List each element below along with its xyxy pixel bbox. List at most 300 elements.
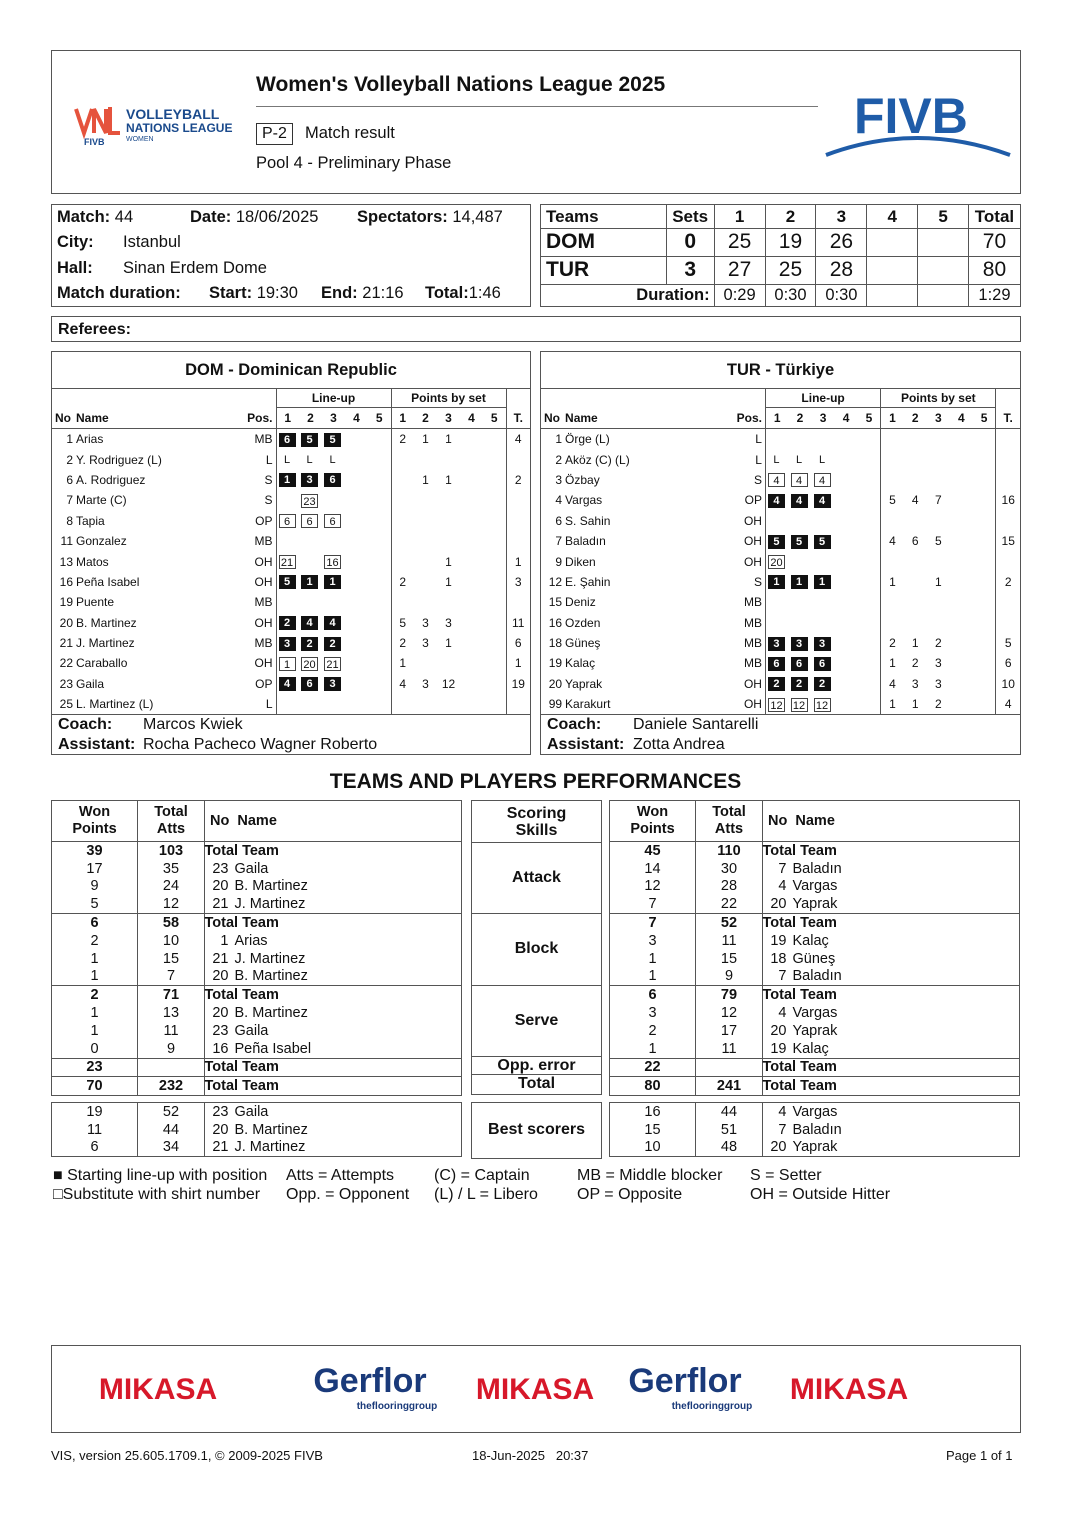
set-points <box>904 572 927 592</box>
score-table <box>540 204 1021 307</box>
performance-row: 3 12 4 Vargas <box>610 1004 1020 1022</box>
performance-row: 6 58 Total Team <box>52 914 462 932</box>
performance-row: 80 241 Total Team <box>610 1077 1020 1096</box>
lineup-cell: 5 <box>791 535 808 549</box>
set-points <box>437 694 460 714</box>
lineup-header: Line-up <box>765 388 880 408</box>
set-points <box>950 490 973 510</box>
player-row <box>541 511 1020 531</box>
duration-row: Duration: 0:29 0:30 0:30 1:29 <box>541 284 1021 306</box>
performance-row: 1 11 23 Gaila <box>52 1022 462 1040</box>
player-name: Gonzalez <box>76 534 127 549</box>
player-row <box>541 653 1020 673</box>
lineup-cell <box>814 555 831 569</box>
lineup-cell <box>324 596 341 610</box>
set-points <box>437 531 460 551</box>
player-position: OP <box>255 513 273 528</box>
set-points <box>881 429 904 450</box>
player-name: Güneş <box>565 636 601 651</box>
player-row <box>541 633 1020 653</box>
player-total <box>996 449 1020 469</box>
set-points <box>414 490 437 510</box>
lineup-cell: 4 <box>791 494 808 508</box>
lineup-cell: 6 <box>814 657 831 671</box>
lineup-cell: L <box>306 454 313 466</box>
player-row <box>541 694 1020 714</box>
set-points: 2 <box>881 633 904 653</box>
score-row-dom: DOM 0 25 19 26 70 <box>541 229 1021 257</box>
set-points <box>904 429 927 450</box>
player-name: Caraballo <box>76 656 128 671</box>
player-name: Yaprak <box>565 676 603 691</box>
player-total <box>506 531 530 551</box>
match-date: 18/06/2025 <box>235 208 319 226</box>
fivb-logo <box>822 81 1012 161</box>
lineup-cell <box>791 433 808 447</box>
set-points <box>414 653 437 673</box>
player-number: 18 <box>548 636 563 651</box>
lineup-cell: 12 <box>768 698 785 712</box>
lineup-cell <box>768 433 785 447</box>
skill-block: Block <box>514 940 559 957</box>
player-name: Tapia <box>76 513 105 528</box>
set-points <box>391 694 414 714</box>
set-points <box>483 694 506 714</box>
set-points <box>881 592 904 612</box>
legend-substitute: □Substitute with shirt number <box>53 1186 261 1203</box>
footer-date: 18-Jun-2025 20:37 <box>472 1448 589 1463</box>
player-total: 4 <box>506 429 530 450</box>
svg-text:VOLLEYBALL: VOLLEYBALL <box>126 106 220 122</box>
lineup-cell: 6 <box>791 657 808 671</box>
set-points <box>973 653 996 673</box>
lineup-cell <box>791 596 808 610</box>
set-points <box>460 490 483 510</box>
player-name: Diken <box>565 554 596 569</box>
player-position: S <box>264 493 273 508</box>
assistant-label: Assistant: <box>547 736 625 753</box>
performance-row: 12 28 4 Vargas <box>610 878 1020 896</box>
player-row <box>52 674 530 694</box>
player-name: L. Martinez (L) <box>76 697 154 712</box>
player-number: 19 <box>548 656 563 671</box>
player-number: 99 <box>548 697 563 712</box>
lineup-cell: 12 <box>814 698 831 712</box>
total-time: 1:46 <box>468 284 501 302</box>
player-position: L <box>755 432 762 447</box>
set-points <box>927 470 950 490</box>
player-position: L <box>265 452 273 467</box>
end-label: End: <box>321 284 358 302</box>
player-row <box>541 572 1020 592</box>
set-points <box>460 449 483 469</box>
lineup-cell: 1 <box>301 575 318 589</box>
set-points <box>927 592 950 612</box>
player-number: 6 <box>66 472 73 487</box>
lineup-cell <box>370 616 387 630</box>
player-position: MB <box>254 534 273 549</box>
lineup-cell: 2 <box>768 677 785 691</box>
gerflor-logo-2: Gerflor <box>628 1362 742 1400</box>
set-points: 4 <box>881 674 904 694</box>
best-scorer-row: 16 44 4 Vargas <box>610 1103 1020 1121</box>
legend-mb: MB = Middle blocker <box>577 1167 723 1184</box>
set-points <box>414 572 437 592</box>
city-label: City: <box>57 233 94 251</box>
set-points <box>414 449 437 469</box>
player-name: Baladın <box>565 534 606 549</box>
set-points <box>927 613 950 633</box>
lineup-cell <box>279 535 296 549</box>
set-points <box>927 429 950 450</box>
player-number: 25 <box>59 697 73 712</box>
player-row <box>52 633 530 653</box>
set-points <box>414 592 437 612</box>
lineup-cell <box>860 575 877 589</box>
set-points <box>437 449 460 469</box>
lineup-cell: 21 <box>279 555 296 569</box>
lineup-cell <box>814 596 831 610</box>
player-position: MB <box>743 615 762 630</box>
player-total: 11 <box>506 613 530 633</box>
best-scorers-table <box>609 1102 1020 1157</box>
lineup-cell: 1 <box>768 575 785 589</box>
assistant-name: Rocha Pacheco Wagner Roberto <box>143 736 378 753</box>
player-total <box>996 613 1020 633</box>
lineup-cell <box>347 433 364 447</box>
lineup-cell <box>370 698 387 712</box>
sponsor-banner <box>51 1345 1021 1433</box>
duration-label: Match duration: <box>57 284 181 302</box>
lineup-cell <box>791 555 808 569</box>
player-number: 7 <box>66 493 73 508</box>
referees: Referees: <box>51 316 1021 342</box>
set-points <box>460 633 483 653</box>
player-total: 6 <box>996 653 1020 673</box>
lineup-cell: 5 <box>814 535 831 549</box>
player-total <box>996 551 1020 571</box>
player-number: 3 <box>555 472 563 487</box>
lineup-cell <box>837 535 854 549</box>
legend-s: S = Setter <box>750 1167 822 1184</box>
player-position: OH <box>743 534 762 549</box>
set-points <box>391 511 414 531</box>
set-points: 5 <box>391 613 414 633</box>
performance-row: 0 9 16 Peña Isabel <box>52 1040 462 1058</box>
lineup-cell <box>837 473 854 487</box>
set-points: 7 <box>934 493 942 508</box>
lineup-cell <box>768 616 785 630</box>
lineup-cell <box>860 616 877 630</box>
lineup-cell <box>301 535 318 549</box>
lineup-cell <box>860 453 877 467</box>
set-points <box>973 572 996 592</box>
skills-column <box>471 800 602 1095</box>
mikasa-logo-1: MIKASA <box>98 1373 218 1406</box>
lineup-cell: L <box>773 454 780 466</box>
assistant-label: Assistant: <box>58 736 136 753</box>
player-name: Ozden <box>565 615 601 630</box>
set-points <box>460 429 483 450</box>
lineup-cell <box>347 596 364 610</box>
set-points <box>483 613 506 633</box>
skill-serve: Serve <box>514 1012 559 1029</box>
set-points: 5 <box>881 490 904 510</box>
set-points <box>437 653 460 673</box>
lineup-cell <box>860 473 877 487</box>
set-points <box>904 592 927 612</box>
player-name: E. Şahin <box>565 574 611 589</box>
lineup-cell <box>347 698 364 712</box>
lineup-cell: 3 <box>768 637 785 651</box>
lineup-cell <box>837 514 854 528</box>
set-points: 1 <box>445 636 452 651</box>
player-name: J. Martinez <box>76 636 135 651</box>
player-row <box>52 613 530 633</box>
player-name: Vargas <box>565 493 603 508</box>
player-position: OH <box>743 676 762 691</box>
set-points <box>437 511 460 531</box>
player-position: MB <box>254 636 273 651</box>
player-position: OP <box>744 493 762 508</box>
lineup-cell <box>347 616 364 630</box>
lineup-cell <box>370 453 387 467</box>
set-points: 3 <box>934 656 942 671</box>
player-row <box>52 429 530 450</box>
lineup-cell <box>860 494 877 508</box>
lineup-cell: 6 <box>279 433 296 447</box>
set-points: 1 <box>911 697 919 712</box>
player-number: 4 <box>555 493 563 508</box>
set-points: 12 <box>441 676 456 691</box>
sponsor-logos <box>52 1346 1020 1432</box>
player-position: MB <box>254 432 273 447</box>
footer-version: VIS, version 25.605.1709.1, © 2009-2025 FIVB <box>51 1448 323 1463</box>
lineup-cell <box>347 514 364 528</box>
legend-op: OP = Opposite <box>577 1186 683 1203</box>
lineup-cell <box>301 698 318 712</box>
player-name: B. Martinez <box>76 615 137 630</box>
match-label: Match: <box>57 208 111 226</box>
player-number: 20 <box>59 615 73 630</box>
lineup-cell <box>370 555 387 569</box>
lineup-cell <box>370 575 387 589</box>
lineup-cell <box>347 555 364 569</box>
lineup-cell <box>370 514 387 528</box>
skill-total: Total <box>517 1075 556 1092</box>
player-number: 22 <box>59 656 73 671</box>
lineup-cell: 2 <box>301 637 318 651</box>
points-header: Points by set <box>881 388 996 408</box>
set-points <box>973 694 996 714</box>
set-points <box>460 572 483 592</box>
set-points <box>483 653 506 673</box>
legend-starting: ■ Starting line-up with position <box>53 1167 268 1184</box>
lineup-cell <box>860 555 877 569</box>
set-points: 2 <box>391 633 414 653</box>
lineup-cell <box>347 657 364 671</box>
player-name: Y. Rodriguez (L) <box>76 452 162 467</box>
lineup-cell <box>347 677 364 691</box>
set-points: 4 <box>391 674 414 694</box>
lineup-cell <box>837 616 854 630</box>
set-points <box>950 592 973 612</box>
player-number: 15 <box>548 595 563 610</box>
set-points: 3 <box>422 676 429 691</box>
player-row <box>52 592 530 612</box>
performance-row: 5 12 21 J. Martinez <box>52 895 462 913</box>
lineup-cell <box>370 433 387 447</box>
lineup-cell <box>837 637 854 651</box>
lineup-cell <box>324 535 341 549</box>
performance-row: 3 11 19 Kalaç <box>610 932 1020 950</box>
player-name: Matos <box>76 554 109 569</box>
performance-row: 1 7 20 B. Martinez <box>52 968 462 986</box>
lineup-cell <box>279 494 296 508</box>
set-points <box>904 511 927 531</box>
player-name: Puente <box>76 595 115 610</box>
player-name: Kalaç <box>565 656 596 671</box>
lineup-cell <box>860 514 877 528</box>
lineup-cell <box>279 596 296 610</box>
lineup-cell: 5 <box>324 433 341 447</box>
set-points <box>460 551 483 571</box>
set-points <box>950 694 973 714</box>
player-position: OH <box>254 574 273 589</box>
lineup-cell <box>347 535 364 549</box>
player-total: 2 <box>996 572 1020 592</box>
set-points <box>391 592 414 612</box>
player-row <box>541 429 1020 450</box>
coach-label: Coach: <box>58 716 113 733</box>
set-points <box>950 653 973 673</box>
performance-row: 1 15 18 Güneş <box>610 950 1020 968</box>
set-points: 4 <box>911 493 919 508</box>
coach-name: Daniele Santarelli <box>633 716 759 733</box>
set-points: 1 <box>881 653 904 673</box>
vnl-logo <box>74 103 244 147</box>
set-points <box>950 551 973 571</box>
lineup-cell: 3 <box>301 473 318 487</box>
skills-header: Scoring Skills <box>506 805 567 839</box>
player-number: 8 <box>66 513 73 528</box>
lineup-cell: 1 <box>279 473 296 487</box>
pool-phase: Pool 4 - Preliminary Phase <box>256 154 452 172</box>
set-points <box>483 633 506 653</box>
set-points <box>973 674 996 694</box>
best-scorers-label: Best scorers <box>488 1121 585 1138</box>
player-row <box>52 694 530 714</box>
lineup-cell <box>837 555 854 569</box>
team-name: DOM - Dominican Republic <box>52 352 530 389</box>
player-total: 3 <box>506 572 530 592</box>
player-number: 19 <box>59 595 73 610</box>
set-points <box>973 490 996 510</box>
player-total <box>996 470 1020 490</box>
player-total: 1 <box>506 653 530 673</box>
lineup-cell <box>370 473 387 487</box>
set-points: 2 <box>934 636 942 651</box>
svg-text:theflooringgroup: theflooringgroup <box>356 1401 438 1412</box>
set-points <box>414 531 437 551</box>
player-row <box>52 653 530 673</box>
set-points: 4 <box>881 531 904 551</box>
player-row <box>52 551 530 571</box>
lineup-cell <box>814 514 831 528</box>
lineup-cell: 3 <box>814 637 831 651</box>
set-points <box>973 551 996 571</box>
player-name: Karakurt <box>565 697 611 712</box>
set-points: 1 <box>422 432 429 447</box>
lineup-cell <box>347 637 364 651</box>
lineup-cell: 6 <box>301 514 318 528</box>
set-points <box>950 674 973 694</box>
player-number: 16 <box>548 615 563 630</box>
svg-text:WOMEN: WOMEN <box>126 136 154 143</box>
set-points: 1 <box>445 432 452 447</box>
best-scorer-row: 19 52 23 Gaila <box>52 1103 462 1121</box>
set-points <box>950 531 973 551</box>
player-position: MB <box>743 656 762 671</box>
set-points <box>483 551 506 571</box>
player-name: Marte (C) <box>76 493 127 508</box>
svg-text:theflooringgroup: theflooringgroup <box>671 1401 753 1412</box>
player-total: 6 <box>506 633 530 653</box>
player-total <box>996 592 1020 612</box>
legend-opp: Opp. = Opponent <box>286 1186 410 1203</box>
set-points: 1 <box>881 572 904 592</box>
player-row <box>541 449 1020 469</box>
player-total <box>506 490 530 510</box>
lineup-cell <box>860 698 877 712</box>
team-dom-roster <box>51 351 531 755</box>
title-divider <box>256 106 818 107</box>
lineup-cell: 12 <box>791 698 808 712</box>
set-points: 1 <box>445 472 452 487</box>
player-row <box>52 470 530 490</box>
match-info <box>51 204 531 307</box>
lineup-cell <box>860 596 877 610</box>
performance-row: 1 9 7 Baladın <box>610 968 1020 986</box>
lineup-cell <box>370 677 387 691</box>
city-value: Istanbul <box>123 233 181 251</box>
performance-row: 7 22 20 Yaprak <box>610 895 1020 913</box>
player-name: Aköz (C) (L) <box>565 452 630 467</box>
lineup-cell: 4 <box>768 494 785 508</box>
lineup-cell <box>768 514 785 528</box>
player-total: 15 <box>996 531 1020 551</box>
lineup-cell: 4 <box>814 473 831 487</box>
set-points <box>391 470 414 490</box>
lineup-cell: L <box>795 454 803 466</box>
lineup-cell <box>347 473 364 487</box>
set-points: 1 <box>422 472 429 487</box>
lineup-cell <box>324 494 341 508</box>
set-points <box>904 551 927 571</box>
set-points <box>460 674 483 694</box>
lineup-cell: 3 <box>791 637 808 651</box>
set-points <box>460 613 483 633</box>
score-header-row: Teams Sets 1 2 3 4 5 Total <box>541 205 1021 229</box>
set-points <box>414 511 437 531</box>
team-name: TUR - Türkiye <box>541 352 1020 389</box>
lineup-cell: 2 <box>791 677 808 691</box>
set-points <box>973 613 996 633</box>
best-scorer-row: 10 48 20 Yaprak <box>610 1139 1020 1157</box>
lineup-cell <box>837 657 854 671</box>
set-points <box>437 592 460 612</box>
set-points <box>460 592 483 612</box>
